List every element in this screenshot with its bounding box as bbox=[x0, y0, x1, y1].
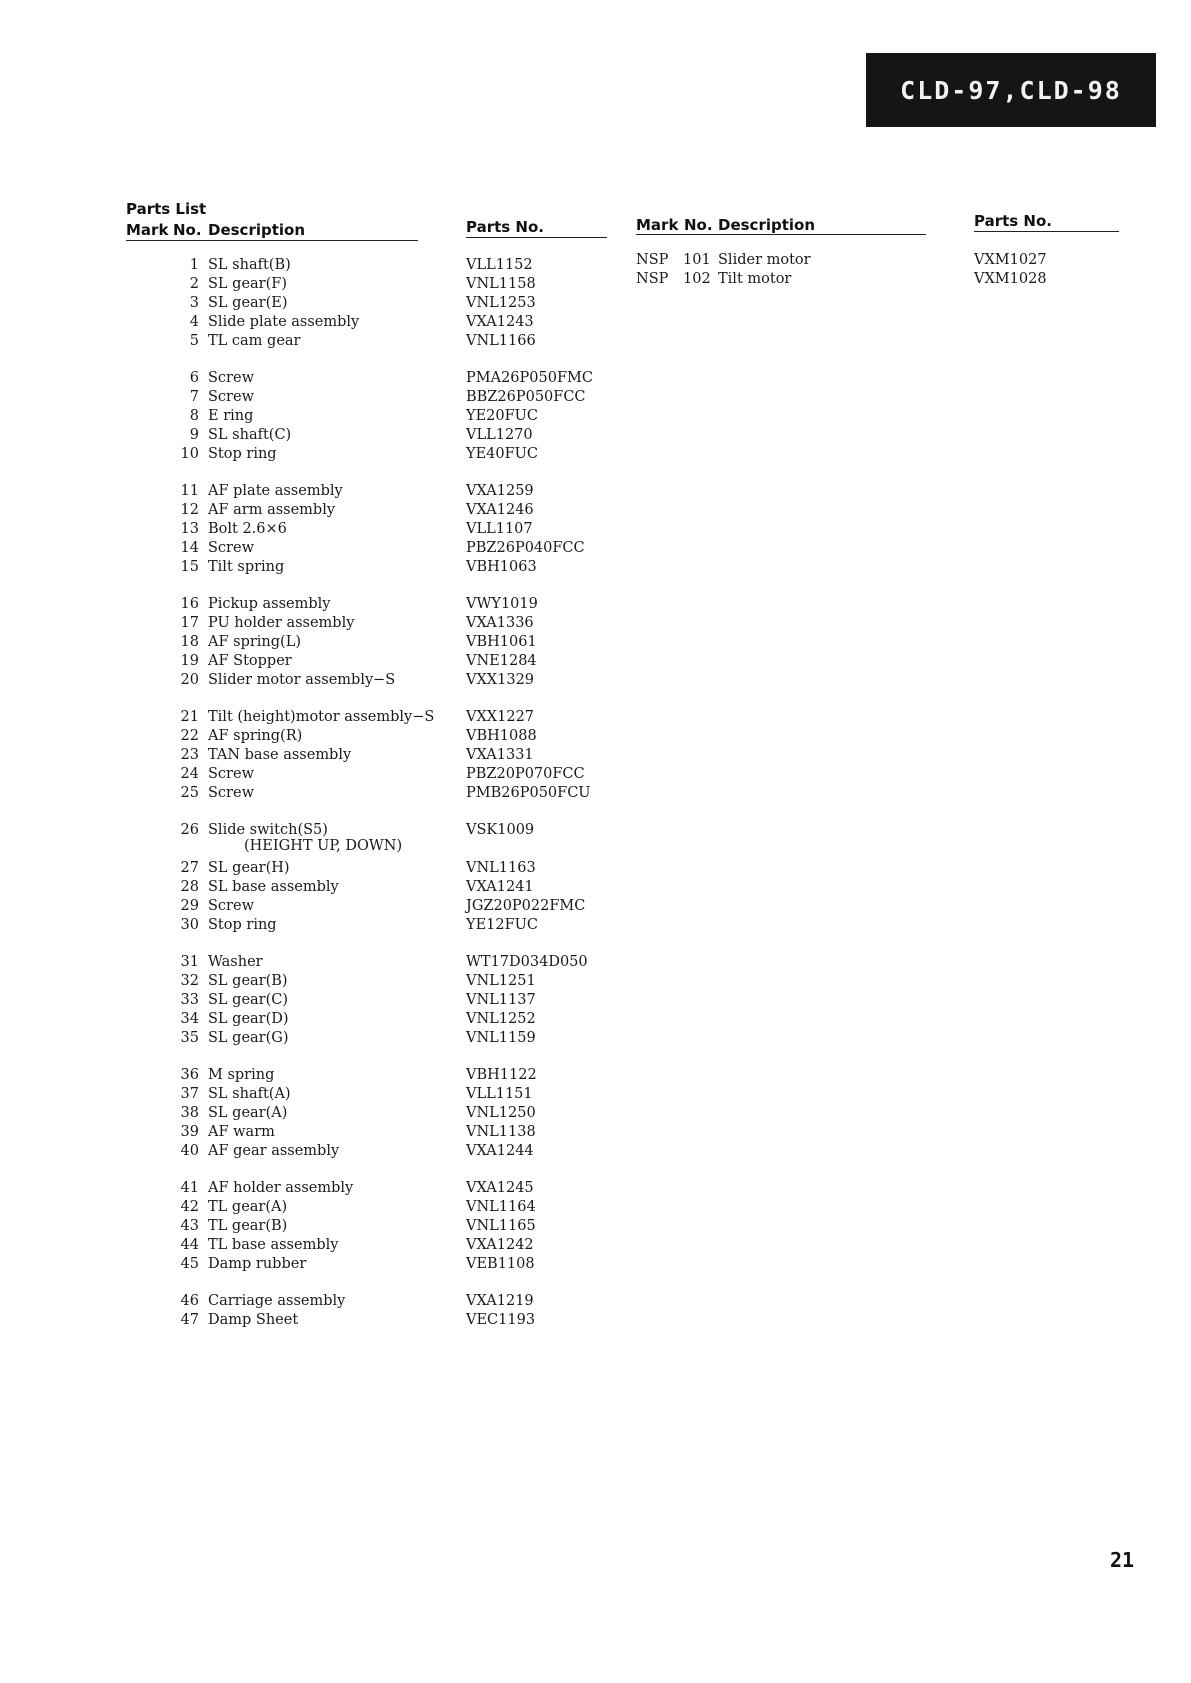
left-parts-list bbox=[0, 257, 640, 1349]
item-part-number: VXM1028 bbox=[974, 271, 1047, 287]
item-description-text: Washer bbox=[208, 954, 263, 970]
item-number: 29 bbox=[180, 898, 199, 914]
item-part-number: VLL1270 bbox=[466, 427, 533, 443]
left-header-parts-no: Parts No. bbox=[466, 218, 544, 236]
parts-row bbox=[0, 1218, 640, 1237]
item-description-text: Screw bbox=[208, 540, 254, 556]
parts-row bbox=[0, 596, 640, 615]
item-description bbox=[208, 653, 292, 669]
item-description bbox=[208, 992, 288, 1008]
parts-group bbox=[0, 1180, 640, 1275]
item-number: 9 bbox=[189, 427, 199, 443]
section-title: Parts List bbox=[126, 200, 207, 218]
item-description-text: AF spring(L) bbox=[208, 634, 301, 650]
parts-row bbox=[0, 634, 640, 653]
item-number: 28 bbox=[180, 879, 199, 895]
item-description bbox=[208, 483, 343, 499]
item-description-text: SL shaft(A) bbox=[208, 1086, 291, 1102]
item-description bbox=[208, 1011, 289, 1027]
item-description bbox=[208, 1030, 289, 1046]
item-number: 39 bbox=[180, 1124, 199, 1140]
item-part-number: VEC1193 bbox=[466, 1312, 536, 1328]
item-number: 7 bbox=[189, 389, 199, 405]
parts-row bbox=[0, 1124, 640, 1143]
parts-row bbox=[0, 992, 640, 1011]
item-number: 31 bbox=[180, 954, 199, 970]
item-number: 17 bbox=[180, 615, 199, 631]
parts-row bbox=[0, 252, 1191, 271]
item-number: 25 bbox=[180, 785, 199, 801]
parts-row bbox=[0, 1086, 640, 1105]
item-part-number: YE20FUC bbox=[466, 408, 538, 424]
item-part-number: VNL1138 bbox=[466, 1124, 536, 1140]
item-number: 21 bbox=[180, 709, 199, 725]
item-number: 33 bbox=[180, 992, 199, 1008]
item-description-text: SL gear(E) bbox=[208, 295, 288, 311]
item-part-number: VNL1137 bbox=[466, 992, 536, 1008]
item-description-text: Tilt (height)motor assembly−S bbox=[208, 709, 435, 725]
parts-row bbox=[0, 427, 640, 446]
left-header-no: No. bbox=[173, 221, 202, 239]
item-part-number: VNL1252 bbox=[466, 1011, 536, 1027]
item-number: 37 bbox=[180, 1086, 199, 1102]
item-description-text: Screw bbox=[208, 785, 254, 801]
parts-group bbox=[0, 822, 640, 936]
item-part-number: VNL1253 bbox=[466, 295, 536, 311]
item-part-number: VNL1165 bbox=[466, 1218, 536, 1234]
parts-row bbox=[0, 521, 640, 540]
parts-row bbox=[0, 502, 640, 521]
item-part-number: VLL1151 bbox=[466, 1086, 533, 1102]
item-description bbox=[208, 333, 300, 349]
model-badge bbox=[866, 53, 1156, 127]
item-part-number: VNL1163 bbox=[466, 860, 536, 876]
item-part-number: VLL1152 bbox=[466, 257, 533, 273]
item-number: 102 bbox=[683, 271, 711, 287]
item-part-number: VBH1122 bbox=[466, 1067, 537, 1083]
parts-row bbox=[0, 483, 640, 502]
item-description-text: Screw bbox=[208, 389, 254, 405]
parts-row bbox=[0, 314, 640, 333]
item-description bbox=[208, 1086, 291, 1102]
item-number: 22 bbox=[180, 728, 199, 744]
item-number: 45 bbox=[180, 1256, 199, 1272]
item-number: 101 bbox=[683, 252, 711, 268]
item-number: 44 bbox=[180, 1237, 199, 1253]
right-parts-list bbox=[0, 252, 1191, 290]
item-mark: NSP bbox=[636, 252, 669, 268]
item-part-number: VNL1251 bbox=[466, 973, 536, 989]
page-number: 21 bbox=[1110, 1548, 1135, 1572]
item-description bbox=[208, 370, 254, 386]
parts-row bbox=[0, 860, 640, 879]
item-number: 30 bbox=[180, 917, 199, 933]
item-part-number: VNL1158 bbox=[466, 276, 536, 292]
item-description bbox=[208, 596, 331, 612]
right-header-mark: Mark bbox=[636, 216, 679, 234]
parts-row bbox=[0, 822, 640, 860]
item-description-text: Tilt spring bbox=[208, 559, 285, 575]
item-description-text: SL gear(D) bbox=[208, 1011, 289, 1027]
item-number: 11 bbox=[180, 483, 199, 499]
item-description bbox=[208, 446, 277, 462]
item-description bbox=[208, 766, 254, 782]
item-part-number: VNE1284 bbox=[466, 653, 537, 669]
item-description-text: AF holder assembly bbox=[208, 1180, 354, 1196]
item-description bbox=[208, 1143, 339, 1159]
item-description-text: Pickup assembly bbox=[208, 596, 331, 612]
item-part-number: PBZ26P040FCC bbox=[466, 540, 585, 556]
item-description-text: SL gear(G) bbox=[208, 1030, 289, 1046]
parts-row bbox=[0, 879, 640, 898]
item-description-text: SL gear(F) bbox=[208, 276, 287, 292]
item-description bbox=[208, 427, 291, 443]
item-number: 12 bbox=[180, 502, 199, 518]
item-description-text: SL gear(A) bbox=[208, 1105, 288, 1121]
item-number: 3 bbox=[189, 295, 199, 311]
item-description bbox=[208, 1256, 306, 1272]
parts-row bbox=[0, 295, 640, 314]
item-part-number: PMA26P050FMC bbox=[466, 370, 593, 386]
item-number: 41 bbox=[180, 1180, 199, 1196]
item-description-text: Bolt 2.6×6 bbox=[208, 521, 287, 537]
right-header-parts-no: Parts No. bbox=[974, 212, 1052, 230]
item-description bbox=[208, 1312, 298, 1328]
item-number: 43 bbox=[180, 1218, 199, 1234]
parts-row bbox=[0, 615, 640, 634]
item-part-number: VNL1164 bbox=[466, 1199, 536, 1215]
item-description-text: AF arm assembly bbox=[208, 502, 336, 518]
parts-row bbox=[0, 389, 640, 408]
item-part-number: VXX1329 bbox=[466, 672, 535, 688]
item-description bbox=[208, 540, 254, 556]
item-part-number: VXA1243 bbox=[466, 314, 534, 330]
item-part-number: JGZ20P022FMC bbox=[466, 898, 586, 914]
item-number: 10 bbox=[180, 446, 199, 462]
item-description-text: TL base assembly bbox=[208, 1237, 339, 1253]
item-description bbox=[208, 747, 351, 763]
parts-row bbox=[0, 1237, 640, 1256]
item-number: 8 bbox=[189, 408, 199, 424]
left-header-mark: Mark bbox=[126, 221, 169, 239]
parts-row bbox=[0, 1199, 640, 1218]
item-number: 6 bbox=[189, 370, 199, 386]
item-number: 42 bbox=[180, 1199, 199, 1215]
item-part-number: WT17D034D050 bbox=[466, 954, 588, 970]
parts-row bbox=[0, 1293, 640, 1312]
parts-row bbox=[0, 785, 640, 804]
item-part-number: VXM1027 bbox=[974, 252, 1047, 268]
item-part-number: VXA1259 bbox=[466, 483, 534, 499]
item-part-number: VNL1159 bbox=[466, 1030, 536, 1046]
item-part-number: YE12FUC bbox=[466, 917, 538, 933]
item-description bbox=[208, 1199, 287, 1215]
parts-group bbox=[0, 1293, 640, 1331]
item-number: 23 bbox=[180, 747, 199, 763]
item-description-text: AF plate assembly bbox=[208, 483, 343, 499]
item-description bbox=[208, 521, 287, 537]
parts-row bbox=[0, 370, 640, 389]
item-mark: NSP bbox=[636, 271, 669, 287]
item-part-number: VBH1061 bbox=[466, 634, 537, 650]
left-parts-rule bbox=[466, 237, 607, 238]
right-parts-rule bbox=[974, 231, 1119, 232]
item-description bbox=[208, 502, 335, 518]
item-description bbox=[208, 973, 288, 989]
item-part-number: VNL1250 bbox=[466, 1105, 536, 1121]
item-number: 32 bbox=[180, 973, 199, 989]
item-description bbox=[208, 559, 284, 575]
item-part-number: VXA1331 bbox=[466, 747, 534, 763]
parts-row bbox=[0, 766, 640, 785]
item-number: 15 bbox=[180, 559, 199, 575]
item-number: 13 bbox=[180, 521, 199, 537]
item-number: 24 bbox=[180, 766, 199, 782]
parts-row bbox=[0, 898, 640, 917]
item-description-text: AF spring(R) bbox=[208, 728, 303, 744]
item-description bbox=[208, 634, 301, 650]
item-description bbox=[208, 1180, 353, 1196]
item-description-text: Slide switch(S5) bbox=[208, 822, 328, 838]
item-description-text: SL base assembly bbox=[208, 879, 339, 895]
item-description-text: TL gear(B) bbox=[208, 1218, 288, 1234]
item-description-text: AF warm bbox=[208, 1124, 275, 1140]
item-description-text: Damp rubber bbox=[208, 1256, 307, 1272]
item-description bbox=[208, 295, 288, 311]
item-part-number: VXA1242 bbox=[466, 1237, 534, 1253]
item-part-number: VXA1219 bbox=[466, 1293, 534, 1309]
item-part-number: VXX1227 bbox=[466, 709, 535, 725]
parts-group bbox=[0, 370, 640, 465]
parts-row bbox=[0, 672, 640, 691]
item-description-text: TAN base assembly bbox=[208, 747, 352, 763]
item-description bbox=[208, 879, 339, 895]
parts-row bbox=[0, 446, 640, 465]
item-description-text: TL cam gear bbox=[208, 333, 301, 349]
left-header-description: Description bbox=[208, 221, 306, 239]
item-part-number: PBZ20P070FCC bbox=[466, 766, 585, 782]
parts-row bbox=[0, 559, 640, 578]
parts-row bbox=[0, 1180, 640, 1199]
right-header-no: No. bbox=[684, 216, 713, 234]
parts-row bbox=[0, 1312, 640, 1331]
item-part-number: VBH1063 bbox=[466, 559, 537, 575]
item-part-number: PMB26P050FCU bbox=[466, 785, 591, 801]
item-part-number: YE40FUC bbox=[466, 446, 538, 462]
item-description-text: AF Stopper bbox=[208, 653, 292, 669]
item-description-text: M spring bbox=[208, 1067, 275, 1083]
item-number: 16 bbox=[180, 596, 199, 612]
right-header-description: Description bbox=[718, 216, 816, 234]
item-number: 38 bbox=[180, 1105, 199, 1121]
item-description-text: Screw bbox=[208, 898, 254, 914]
item-part-number: VXA1244 bbox=[466, 1143, 534, 1159]
item-description-text: Stop ring bbox=[208, 917, 277, 933]
item-description bbox=[208, 785, 254, 801]
parts-row bbox=[0, 333, 640, 352]
item-number: 1 bbox=[189, 257, 199, 273]
parts-row bbox=[0, 973, 640, 992]
item-description bbox=[208, 917, 277, 933]
item-description bbox=[208, 860, 290, 876]
item-description bbox=[208, 709, 434, 725]
item-description bbox=[208, 615, 354, 631]
item-part-number: VXA1246 bbox=[466, 502, 534, 518]
parts-group bbox=[0, 709, 640, 804]
item-description-text: AF gear assembly bbox=[208, 1143, 340, 1159]
item-description-text: Screw bbox=[208, 370, 254, 386]
item-part-number: VNL1166 bbox=[466, 333, 536, 349]
item-number: 19 bbox=[180, 653, 199, 669]
item-description-text: SL gear(H) bbox=[208, 860, 290, 876]
item-description bbox=[208, 1124, 275, 1140]
parts-row bbox=[0, 653, 640, 672]
parts-group bbox=[0, 1067, 640, 1162]
parts-row bbox=[0, 1256, 640, 1275]
item-description: Tilt motor bbox=[718, 271, 792, 287]
item-number: 46 bbox=[180, 1293, 199, 1309]
item-description: Slider motor bbox=[718, 252, 811, 268]
item-description bbox=[208, 389, 254, 405]
item-part-number: VWY1019 bbox=[466, 596, 538, 612]
item-description-text: E ring bbox=[208, 408, 254, 424]
item-part-number: VBH1088 bbox=[466, 728, 537, 744]
parts-row bbox=[0, 1030, 640, 1049]
right-header-rule bbox=[636, 234, 926, 235]
item-description bbox=[208, 1067, 274, 1083]
item-description bbox=[208, 672, 395, 688]
item-number: 5 bbox=[189, 333, 199, 349]
item-description-text: SL shaft(C) bbox=[208, 427, 292, 443]
item-number: 14 bbox=[180, 540, 199, 556]
item-description bbox=[208, 1218, 287, 1234]
parts-group bbox=[0, 954, 640, 1049]
item-part-number: VXA1241 bbox=[466, 879, 534, 895]
parts-row bbox=[0, 271, 1191, 290]
item-description bbox=[208, 822, 402, 854]
parts-row bbox=[0, 540, 640, 559]
item-number: 27 bbox=[180, 860, 199, 876]
item-description bbox=[208, 1237, 338, 1253]
item-description-text: SL gear(C) bbox=[208, 992, 289, 1008]
item-part-number: VXA1245 bbox=[466, 1180, 534, 1196]
parts-row bbox=[0, 728, 640, 747]
left-header-rule bbox=[126, 240, 418, 241]
item-description-text: Slide plate assembly bbox=[208, 314, 360, 330]
parts-group bbox=[0, 483, 640, 578]
item-description bbox=[208, 408, 253, 424]
item-number: 34 bbox=[180, 1011, 199, 1027]
item-description bbox=[208, 1293, 345, 1309]
item-description-text: Slider motor assembly−S bbox=[208, 672, 396, 688]
parts-row bbox=[0, 1105, 640, 1124]
parts-row bbox=[0, 917, 640, 936]
item-description-text: Carriage assembly bbox=[208, 1293, 346, 1309]
item-number: 18 bbox=[180, 634, 199, 650]
item-part-number: VXA1336 bbox=[466, 615, 534, 631]
item-number: 35 bbox=[180, 1030, 199, 1046]
item-description bbox=[208, 728, 302, 744]
parts-row bbox=[0, 1011, 640, 1030]
item-description-text: SL shaft(B) bbox=[208, 257, 291, 273]
item-description-text: Screw bbox=[208, 766, 254, 782]
parts-row bbox=[0, 1143, 640, 1162]
item-number: 47 bbox=[180, 1312, 199, 1328]
item-description-text: SL gear(B) bbox=[208, 973, 288, 989]
item-part-number: VEB1108 bbox=[466, 1256, 535, 1272]
item-number: 2 bbox=[189, 276, 199, 292]
parts-row bbox=[0, 1067, 640, 1086]
item-number: 20 bbox=[180, 672, 199, 688]
item-number: 36 bbox=[180, 1067, 199, 1083]
model-label: CLD-97,CLD-98 bbox=[900, 75, 1122, 105]
item-number: 4 bbox=[189, 314, 199, 330]
parts-row bbox=[0, 709, 640, 728]
item-description bbox=[208, 954, 263, 970]
item-part-number: VSK1009 bbox=[466, 822, 535, 838]
item-description-text: Stop ring bbox=[208, 446, 277, 462]
item-description-text: TL gear(A) bbox=[208, 1199, 288, 1215]
item-description bbox=[208, 898, 254, 914]
item-description-text: PU holder assembly bbox=[208, 615, 355, 631]
parts-row bbox=[0, 954, 640, 973]
parts-group bbox=[0, 596, 640, 691]
parts-row bbox=[0, 408, 640, 427]
item-part-number: BBZ26P050FCC bbox=[466, 389, 586, 405]
item-description bbox=[208, 314, 359, 330]
item-description-text: Damp Sheet bbox=[208, 1312, 299, 1328]
parts-row bbox=[0, 747, 640, 766]
item-part-number: VLL1107 bbox=[466, 521, 533, 537]
item-number: 40 bbox=[180, 1143, 199, 1159]
item-description-note: (HEIGHT UP, DOWN) bbox=[244, 838, 403, 854]
item-description bbox=[208, 1105, 287, 1121]
item-number: 26 bbox=[180, 822, 199, 838]
